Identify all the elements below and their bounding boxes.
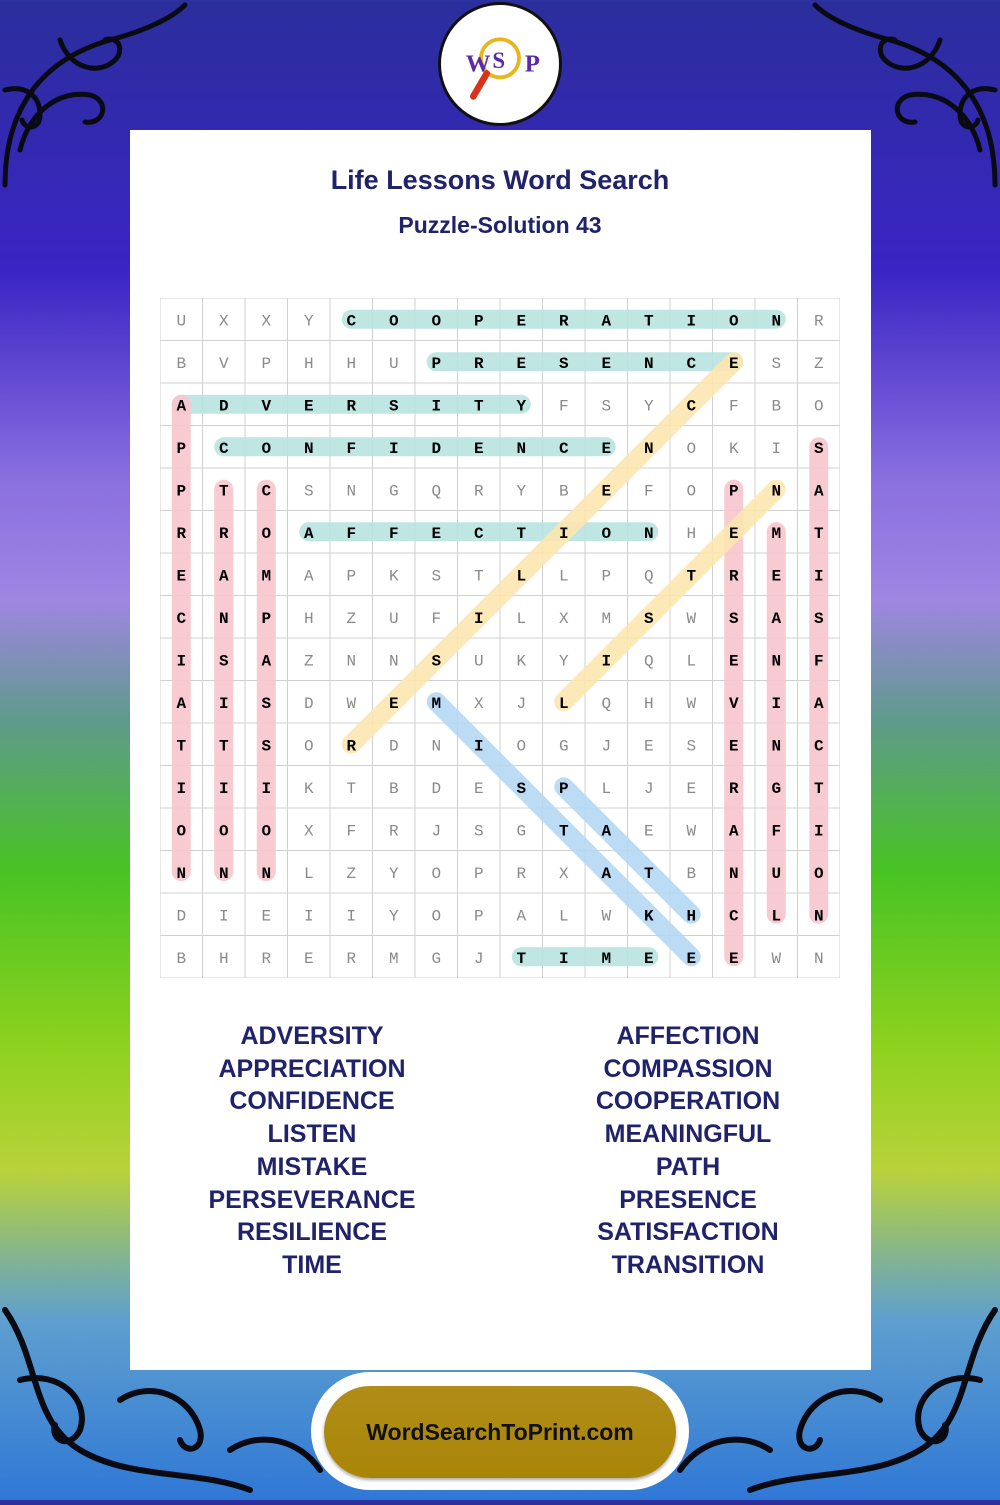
grid-letter: G xyxy=(431,949,442,968)
grid-letter: Z xyxy=(813,354,824,373)
grid-letter: I xyxy=(261,779,272,798)
grid-letter: F xyxy=(346,822,357,841)
grid-letter: L xyxy=(686,652,697,671)
grid-letter: R xyxy=(346,737,357,756)
grid-letter: O xyxy=(686,439,697,458)
grid-letter: I xyxy=(303,907,314,926)
grid-letter: W xyxy=(686,822,697,841)
grid-letter: E xyxy=(388,694,399,713)
grid-letter: I xyxy=(218,694,229,713)
grid-letter: U xyxy=(473,652,484,671)
grid-letter: N xyxy=(431,737,442,756)
grid-letter: X xyxy=(558,864,569,883)
grid-letter: L xyxy=(558,907,569,926)
page-title: Life Lessons Word Search xyxy=(330,165,670,195)
grid-letter: F xyxy=(728,397,739,416)
grid-letter: M xyxy=(771,524,782,543)
grid-letter: E xyxy=(303,949,314,968)
grid-letter: E xyxy=(643,822,654,841)
grid-letter: C xyxy=(686,354,697,373)
grid-letter: N xyxy=(643,439,654,458)
grid-letter: N xyxy=(813,949,824,968)
grid-letter: N xyxy=(771,312,782,331)
word-list-item: CONFIDENCE xyxy=(229,1087,395,1116)
grid-letter: R xyxy=(558,312,569,331)
grid-letter: H xyxy=(303,354,314,373)
word-list-item: COMPASSION xyxy=(603,1054,773,1083)
grid-letter: H xyxy=(303,609,314,628)
grid-letter: P xyxy=(261,609,272,628)
grid-letter: I xyxy=(176,652,187,671)
grid-letter: F xyxy=(558,397,569,416)
grid-letter: T xyxy=(813,524,824,543)
grid-letter: S xyxy=(218,652,229,671)
word-list-item: SATISFACTION xyxy=(597,1218,779,1247)
grid-letter: I xyxy=(813,822,824,841)
grid-letter: N xyxy=(346,652,357,671)
grid-letter: C xyxy=(686,397,697,416)
grid-letter: R xyxy=(728,567,739,586)
grid-letter: Y xyxy=(558,652,569,671)
grid-letter: R xyxy=(516,864,527,883)
grid-letter: S xyxy=(813,439,824,458)
grid-letter: A xyxy=(176,694,187,713)
grid-letter: H xyxy=(643,694,654,713)
grid-letter: E xyxy=(601,354,612,373)
grid-letter: I xyxy=(218,779,229,798)
grid-letter: S xyxy=(771,354,782,373)
grid-letter: Q xyxy=(643,567,654,586)
grid-letter: A xyxy=(601,312,612,331)
grid-letter: Z xyxy=(346,609,357,628)
grid-letter: E xyxy=(728,524,739,543)
grid-letter: N xyxy=(771,737,782,756)
grid-letter: A xyxy=(303,524,314,543)
word-list-left xyxy=(152,1020,472,1282)
grid-letter: R xyxy=(346,949,357,968)
grid-letter: E xyxy=(728,737,739,756)
grid-letter: N xyxy=(771,482,782,501)
grid-letter: T xyxy=(176,737,187,756)
grid-letter: I xyxy=(473,609,484,628)
grid-letter: L xyxy=(516,609,527,628)
grid-letter: R xyxy=(473,482,484,501)
grid-letter: O xyxy=(431,312,442,331)
word-list-item: PERSEVERANCE xyxy=(208,1185,416,1214)
grid-letter: X xyxy=(558,609,569,628)
grid-letter: S xyxy=(431,652,442,671)
grid-letter: B xyxy=(686,864,697,883)
grid-letter: O xyxy=(516,737,527,756)
grid-letter: T xyxy=(473,567,484,586)
grid-letter: O xyxy=(218,822,229,841)
grid-letter: O xyxy=(686,482,697,501)
grid-letter: K xyxy=(516,652,527,671)
grid-letter: N xyxy=(813,907,824,926)
grid-letter: N xyxy=(771,652,782,671)
grid-letter: P xyxy=(601,567,612,586)
grid-letter: E xyxy=(771,567,782,586)
grid-letter: P xyxy=(473,864,484,883)
grid-letter: O xyxy=(813,864,824,883)
word-list-item: APPRECIATION xyxy=(218,1054,406,1083)
grid-letter: C xyxy=(813,737,824,756)
grid-letter: F xyxy=(771,822,782,841)
grid-letter: R xyxy=(473,354,484,373)
grid-letter: A xyxy=(601,864,612,883)
grid-letter: U xyxy=(771,864,782,883)
grid-letter: N xyxy=(218,609,229,628)
grid-letter: N xyxy=(643,524,654,543)
grid-letter: Y xyxy=(516,482,527,501)
grid-letter: D xyxy=(388,737,399,756)
grid-letter: M xyxy=(601,609,612,628)
grid-letter: I xyxy=(473,737,484,756)
grid-letter: I xyxy=(431,397,442,416)
word-list-item: RESILIENCE xyxy=(236,1218,388,1247)
grid-letter: I xyxy=(686,312,697,331)
grid-letter: C xyxy=(261,482,272,501)
grid-letter: N xyxy=(176,864,187,883)
grid-letter: O xyxy=(261,439,272,458)
grid-letter: T xyxy=(643,312,654,331)
grid-letter: E xyxy=(261,907,272,926)
grid-letter: D xyxy=(303,694,314,713)
grid-letter: N xyxy=(218,864,229,883)
grid-letter: S xyxy=(261,737,272,756)
grid-letter: X xyxy=(303,822,314,841)
grid-letter: Y xyxy=(388,907,399,926)
grid-letter: D xyxy=(218,397,229,416)
grid-letter: V xyxy=(728,694,739,713)
grid-letter: C xyxy=(176,609,187,628)
grid-letter: A xyxy=(601,822,612,841)
grid-letter: L xyxy=(771,907,782,926)
grid-letter: S xyxy=(558,354,569,373)
grid-letter: T xyxy=(643,864,654,883)
grid-letter: W xyxy=(771,949,782,968)
grid-letter: E xyxy=(473,779,484,798)
grid-letter: G xyxy=(771,779,782,798)
grid-letter: M xyxy=(601,949,612,968)
grid-letter: F xyxy=(388,524,399,543)
grid-letter: S xyxy=(601,397,612,416)
grid-letter: L xyxy=(558,694,569,713)
grid-letter: U xyxy=(388,609,399,628)
grid-letter: A xyxy=(303,567,314,586)
grid-letter: A xyxy=(813,482,824,501)
grid-letter: E xyxy=(516,354,527,373)
grid-letter: N xyxy=(303,439,314,458)
grid-letter: S xyxy=(643,609,654,628)
grid-letter: M xyxy=(261,567,272,586)
grid-letter: E xyxy=(728,354,739,373)
grid-letter: T xyxy=(218,482,229,501)
word-list-item: TRANSITION xyxy=(611,1250,765,1279)
grid-letter: R xyxy=(346,397,357,416)
grid-letter: B xyxy=(558,482,569,501)
grid-letter: N xyxy=(643,354,654,373)
word-list-item: ADVERSITY xyxy=(240,1022,384,1050)
grid-letter: L xyxy=(303,864,314,883)
grid-letter: W xyxy=(601,907,612,926)
grid-letter: E xyxy=(176,567,187,586)
grid-letter: J xyxy=(601,737,612,756)
grid-letter: Q xyxy=(643,652,654,671)
grid-letter: A xyxy=(771,609,782,628)
grid-letter: O xyxy=(601,524,612,543)
word-list-item: MEANINGFUL xyxy=(604,1120,772,1149)
grid-letter: O xyxy=(261,524,272,543)
site-logo[interactable] xyxy=(438,2,562,126)
grid-letter: P xyxy=(473,312,484,331)
grid-letter: O xyxy=(388,312,399,331)
grid-letter: M xyxy=(388,949,399,968)
grid-letter: E xyxy=(686,949,697,968)
grid-letter: F xyxy=(346,524,357,543)
grid-letter: A xyxy=(261,652,272,671)
grid-letter: Q xyxy=(601,694,612,713)
grid-letter: I xyxy=(346,907,357,926)
site-link-button[interactable]: WordSearchToPrint.com xyxy=(324,1386,676,1478)
grid-letter: P xyxy=(261,354,272,373)
grid-letter: V xyxy=(261,397,272,416)
word-list-item: PATH xyxy=(655,1152,721,1181)
grid-letter: A xyxy=(516,907,527,926)
grid-letter: Q xyxy=(431,482,442,501)
grid-letter: Z xyxy=(346,864,357,883)
grid-letter: I xyxy=(558,524,569,543)
grid-letter: B xyxy=(176,949,187,968)
grid-letter: N xyxy=(728,864,739,883)
grid-letter: E xyxy=(473,439,484,458)
grid-letter: H xyxy=(686,907,697,926)
grid-letter: H xyxy=(346,354,357,373)
word-list-item: MISTAKE xyxy=(256,1152,368,1181)
grid-letter: E xyxy=(431,524,442,543)
grid-letter: X xyxy=(473,694,484,713)
grid-letter: T xyxy=(558,822,569,841)
grid-letter: E xyxy=(643,737,654,756)
grid-letter: N xyxy=(261,864,272,883)
grid-letter: W xyxy=(686,694,697,713)
grid-letter: M xyxy=(431,694,442,713)
grid-letter: O xyxy=(261,822,272,841)
grid-letter: W xyxy=(346,694,357,713)
grid-letter: J xyxy=(473,949,484,968)
grid-letter: I xyxy=(601,652,612,671)
word-list-item: AFFECTION xyxy=(616,1022,760,1050)
grid-letter: T xyxy=(516,949,527,968)
grid-letter: Y xyxy=(516,397,527,416)
grid-letter: O xyxy=(813,397,824,416)
grid-letter: T xyxy=(218,737,229,756)
grid-letter: B xyxy=(176,354,187,373)
grid-letter: G xyxy=(388,482,399,501)
grid-letter: G xyxy=(516,822,527,841)
grid-letter: I xyxy=(388,439,399,458)
grid-letter: Y xyxy=(388,864,399,883)
grid-letter: L xyxy=(601,779,612,798)
grid-letter: N xyxy=(516,439,527,458)
grid-letter: S xyxy=(516,779,527,798)
grid-letter: S xyxy=(728,609,739,628)
grid-letter: K xyxy=(643,907,654,926)
word-search-grid xyxy=(160,298,840,978)
grid-letter: H xyxy=(218,949,229,968)
grid-letter: E xyxy=(601,439,612,458)
grid-letter: P xyxy=(728,482,739,501)
grid-letter: X xyxy=(261,312,272,331)
grid-letter: A xyxy=(176,397,187,416)
word-list-right xyxy=(528,1020,848,1282)
grid-letter: E xyxy=(303,397,314,416)
grid-letter: H xyxy=(686,524,697,543)
word-list-item: LISTEN xyxy=(267,1120,357,1149)
grid-letter: R xyxy=(218,524,229,543)
grid-letter: O xyxy=(303,737,314,756)
grid-letter: T xyxy=(813,779,824,798)
grid-letter: O xyxy=(431,864,442,883)
grid-letter: I xyxy=(813,567,824,586)
grid-letter: D xyxy=(431,779,442,798)
grid-letter: E xyxy=(728,949,739,968)
grid-letter: R xyxy=(176,524,187,543)
word-list-item: PRESENCE xyxy=(619,1185,757,1214)
grid-letter: O xyxy=(431,907,442,926)
grid-letter: R xyxy=(388,822,399,841)
grid-letter: W xyxy=(686,609,697,628)
grid-letter: C xyxy=(558,439,569,458)
grid-letter: P xyxy=(431,354,442,373)
grid-letter: S xyxy=(473,822,484,841)
grid-letter: V xyxy=(218,354,229,373)
grid-letter: B xyxy=(388,779,399,798)
logo-letter-s: S xyxy=(492,47,506,73)
grid-letter: P xyxy=(558,779,569,798)
grid-letter: E xyxy=(643,949,654,968)
grid-letter: A xyxy=(218,567,229,586)
grid-letter: O xyxy=(176,822,187,841)
grid-letter: N xyxy=(346,482,357,501)
word-list-item: COOPERATION xyxy=(595,1087,781,1116)
logo-letter-p: P xyxy=(524,50,540,78)
grid-letter: N xyxy=(388,652,399,671)
grid-letter: D xyxy=(431,439,442,458)
grid-letter: G xyxy=(558,737,569,756)
grid-letter: S xyxy=(303,482,314,501)
grid-letter: F xyxy=(643,482,654,501)
grid-letter: U xyxy=(388,354,399,373)
grid-letter: E xyxy=(728,652,739,671)
grid-letter: F xyxy=(346,439,357,458)
grid-letter: B xyxy=(771,397,782,416)
grid-letter: Y xyxy=(643,397,654,416)
grid-letter: S xyxy=(388,397,399,416)
grid-letter: K xyxy=(728,439,739,458)
grid-letter: A xyxy=(813,694,824,713)
grid-letter: C xyxy=(218,439,229,458)
grid-letter: D xyxy=(176,907,187,926)
grid-letter: A xyxy=(728,822,739,841)
grid-letter: R xyxy=(813,312,824,331)
grid-letter: R xyxy=(261,949,272,968)
grid-letter: S xyxy=(813,609,824,628)
grid-letter: I xyxy=(218,907,229,926)
grid-letter: K xyxy=(303,779,314,798)
grid-letter: Z xyxy=(303,652,314,671)
grid-letter: E xyxy=(601,482,612,501)
grid-letter: I xyxy=(558,949,569,968)
grid-letter: P xyxy=(346,567,357,586)
grid-letter: I xyxy=(176,779,187,798)
grid-letter: T xyxy=(346,779,357,798)
grid-letter: U xyxy=(176,312,187,331)
grid-letter: Y xyxy=(303,312,314,331)
grid-letter: P xyxy=(176,439,187,458)
grid-letter: L xyxy=(558,567,569,586)
grid-letter: J xyxy=(431,822,442,841)
grid-letter: C xyxy=(346,312,357,331)
grid-letter: L xyxy=(516,567,527,586)
grid-letter: I xyxy=(771,694,782,713)
grid-letter: F xyxy=(431,609,442,628)
logo-letter-w: W xyxy=(465,50,491,78)
grid-letter: I xyxy=(771,439,782,458)
grid-letter: T xyxy=(473,397,484,416)
word-list-item: TIME xyxy=(282,1250,342,1279)
grid-letter: R xyxy=(728,779,739,798)
grid-letter: S xyxy=(686,737,697,756)
grid-letter: O xyxy=(728,312,739,331)
grid-letter: P xyxy=(176,482,187,501)
grid-letter: P xyxy=(473,907,484,926)
grid-letter: T xyxy=(516,524,527,543)
grid-letter: J xyxy=(516,694,527,713)
grid-letter: S xyxy=(431,567,442,586)
grid-letter: F xyxy=(813,652,824,671)
grid-letter: S xyxy=(261,694,272,713)
grid-letter: J xyxy=(643,779,654,798)
grid-letter: C xyxy=(728,907,739,926)
grid-letter: K xyxy=(388,567,399,586)
grid-letter: T xyxy=(686,567,697,586)
grid-letter: C xyxy=(473,524,484,543)
grid-letter: E xyxy=(516,312,527,331)
grid-letter: X xyxy=(218,312,229,331)
page-subtitle: Puzzle-Solution 43 xyxy=(398,212,602,238)
grid-letter: E xyxy=(686,779,697,798)
